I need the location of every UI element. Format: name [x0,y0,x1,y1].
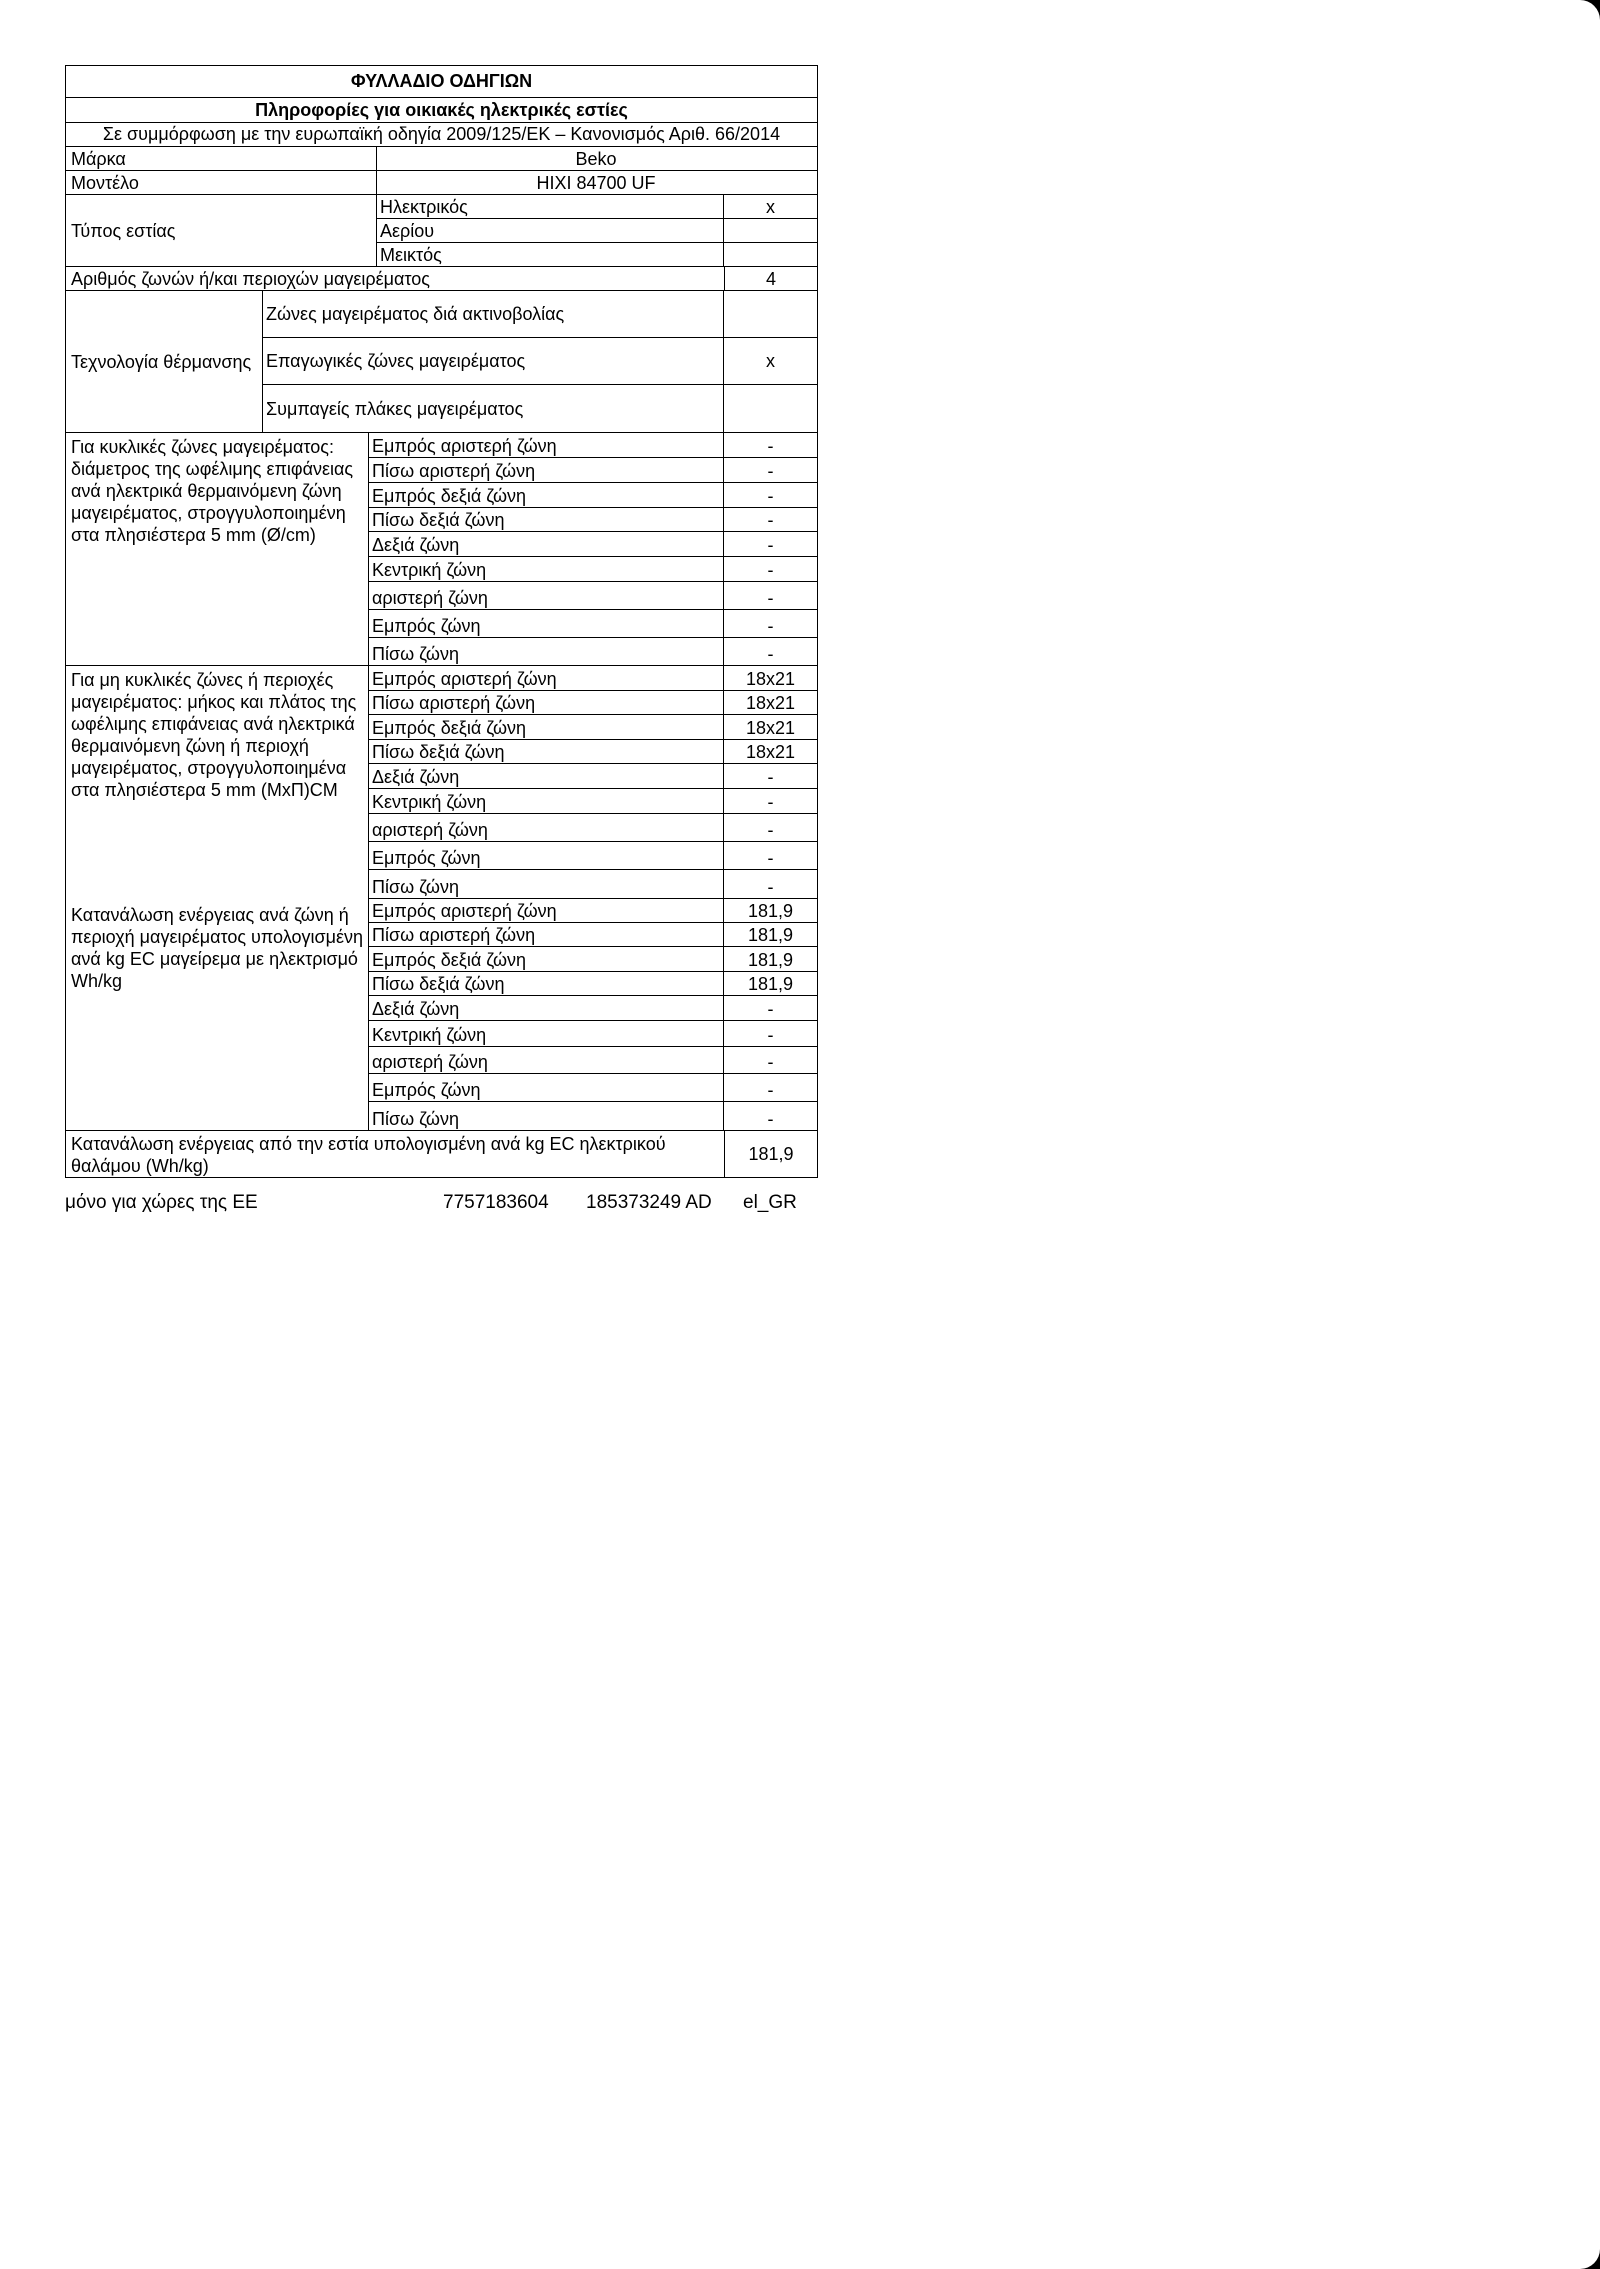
energy-total-row [66,1131,817,1177]
row-value: - [723,557,817,581]
table-row [369,740,817,764]
heating-tech-label: Τεχνολογία θέρμανσης [71,351,252,372]
table-row [369,1021,817,1047]
row-label: Δεξιά ζώνη [372,999,460,1019]
row-label: Πίσω ζώνη [372,877,459,897]
row-label: Πίσω δεξιά ζώνη [372,510,505,530]
zones-count-row [66,267,817,291]
zones-count-value: 4 [724,267,817,290]
noncircular-zones-rows [369,666,817,899]
row-value: - [723,1102,817,1130]
sheet-title: ΦΥΛΛΑΔΙΟ ΟΔΗΓΙΩΝ [350,71,533,91]
energy-zone-rows [369,899,817,1130]
row-value: - [723,996,817,1020]
row-value: - [723,764,817,788]
table-row [369,814,817,842]
sheet-title-row [66,66,817,98]
table-row [369,691,817,715]
footer-locale: el_GR [743,1192,797,1213]
row-value: - [723,1047,817,1073]
row-value: 18x21 [723,740,817,763]
row-value: - [723,483,817,507]
energy-zone-label: Κατανάλωση ενέργειας ανά ζώνη ή περιοχή μαγειρέματος υπολογισμένη ανά kg EC μαγείρεμα με ηλεκτρισμό Wh/kg [71,905,363,991]
row-value [723,243,817,266]
row-value: - [723,532,817,556]
noncircular-zones-label: Για μη κυκλικές ζώνες ή περιοχές μαγειρέματος: μήκος και πλάτος της ωφέλιμης επιφάνειας ανά ηλεκτρικά θερμαινόμενη ζώνη ή περιοχή μαγειρέματος, στρογγυλοποιημένα στα πλησιέστερα 5 mm (ΜxΠ)CM [71,670,357,800]
table-row [369,557,817,582]
table-row [369,764,817,789]
row-label: Πίσω αριστερή ζώνη [372,925,536,945]
row-label: Εμπρός δεξιά ζώνη [372,718,527,738]
regulation-row [66,123,817,147]
table-row [369,789,817,814]
row-label: Εμπρός ζώνη [372,1080,481,1100]
table-row [369,458,817,483]
row-label: Εμπρός ζώνη [372,848,481,868]
table-row [369,842,817,870]
table-row [369,610,817,638]
energy-total-value: 181,9 [724,1131,817,1177]
row-label: Κεντρική ζώνη [372,792,487,812]
heating-tech-group [66,291,817,433]
energy-total-label: Κατανάλωση ενέργειας από την εστία υπολογισμένη ανά kg EC ηλεκτρικού θαλάμου (Wh/kg) [71,1134,666,1176]
row-label: Κεντρική ζώνη [372,560,487,580]
row-value: 181,9 [723,947,817,971]
table-row [263,291,817,338]
row-label: Κεντρική ζώνη [372,1025,487,1045]
table-row [369,996,817,1021]
table-row [369,638,817,665]
table-row [369,715,817,740]
table-row [369,972,817,996]
row-value: 18x21 [723,691,817,714]
hob-type-rows [376,195,817,266]
row-value: 18x21 [723,666,817,690]
footer [65,1192,816,1218]
row-label: Δεξιά ζώνη [372,535,460,555]
row-label: αριστερή ζώνη [372,588,488,608]
table-row [369,582,817,610]
table-row [263,385,817,432]
row-label: Εμπρός δεξιά ζώνη [372,950,527,970]
row-value: - [723,610,817,637]
row-label: Πίσω ζώνη [372,1109,459,1129]
footer-code-2: 185373249 AD [586,1192,712,1213]
row-value: - [723,1074,817,1101]
circular-zones-rows [368,433,817,665]
row-label: αριστερή ζώνη [372,1052,488,1072]
row-label: Εμπρός αριστερή ζώνη [372,669,557,689]
row-value: - [723,582,817,609]
table-row [263,338,817,385]
product-fiche-table [65,65,818,1178]
sheet-subtitle: Πληροφορίες για οικιακές ηλεκτρικές εστίες [255,99,628,120]
sheet-subtitle-row [66,98,817,123]
row-value: - [723,458,817,482]
row-label: αριστερή ζώνη [372,820,488,840]
row-label: Πίσω ζώνη [372,644,459,664]
model-label: Μοντέλο [71,173,139,193]
row-value: 181,9 [723,972,817,995]
row-value: 181,9 [723,899,817,922]
row-value: - [723,814,817,841]
table-row [369,870,817,898]
row-label: Πίσω αριστερή ζώνη [372,693,536,713]
row-label: Εμπρός αριστερή ζώνη [372,901,557,921]
table-row [369,483,817,508]
row-label: Εμπρός δεξιά ζώνη [372,486,527,506]
model-value: HIXI 84700 UF [376,171,815,194]
row-value: - [723,433,817,457]
hob-type-group [66,195,817,267]
row-label: Ηλεκτρικός [380,197,468,217]
model-row [66,171,817,195]
row-value: x [723,338,817,384]
row-value: - [723,842,817,869]
circular-zones-group [66,433,817,666]
footer-note: μόνο για χώρες της ΕΕ [65,1192,258,1213]
row-value [723,385,817,432]
hob-type-label: Τύπος εστίας [71,220,176,241]
row-label: Πίσω δεξιά ζώνη [372,974,505,994]
row-label: Εμπρός αριστερή ζώνη [372,436,557,456]
footer-code-1: 7757183604 [443,1192,549,1213]
table-row [369,1102,817,1130]
circular-zones-label: Για κυκλικές ζώνες μαγειρέματος: διάμετρος της ωφέλιμης επιφάνειας ανά ηλεκτρικά θερμαινόμενη ζώνη μαγειρέματος, στρογγυλοποιημένη στα πλησιέστερα 5 mm (Ø/cm) [71,437,354,545]
heating-tech-rows [262,291,817,432]
row-label: Πίσω αριστερή ζώνη [372,461,536,481]
row-value: 181,9 [723,923,817,946]
table-row [369,899,817,923]
zones-count-label: Αριθμός ζωνών ή/και περιοχών μαγειρέματος [71,269,430,289]
row-label: Ζώνες μαγειρέματος διά ακτινοβολίας [266,304,565,324]
table-row [369,1074,817,1102]
table-row [369,433,817,458]
table-row [369,947,817,972]
table-row [369,923,817,947]
table-row [377,243,817,266]
row-value [723,291,817,337]
table-row [377,219,817,243]
row-value: - [723,789,817,813]
regulation-text: Σε συμμόρφωση με την ευρωπαϊκή οδηγία 2009/125/ΕΚ – Κανονισμός Αριθ. 66/2014 [102,124,781,144]
noncircular-energy-labels [66,666,368,1130]
row-value: - [723,870,817,898]
table-row [369,1047,817,1074]
table-row [369,666,817,691]
noncircular-energy-rows [368,666,817,1130]
table-row [369,508,817,532]
noncircular-energy-group [66,666,817,1131]
row-value: - [723,638,817,665]
row-label: Μεικτός [380,245,442,265]
row-label: Επαγωγικές ζώνες μαγειρέματος [266,351,526,371]
brand-value: Beko [376,147,815,170]
row-label: Πίσω δεξιά ζώνη [372,742,505,762]
row-value [723,219,817,242]
row-value: x [723,195,817,218]
row-label: Εμπρός ζώνη [372,616,481,636]
row-value: - [723,508,817,531]
table-row [369,532,817,557]
brand-label: Μάρκα [71,149,126,169]
row-label: Δεξιά ζώνη [372,767,460,787]
table-row [377,195,817,219]
row-value: - [723,1021,817,1046]
row-value: 18x21 [723,715,817,739]
row-label: Αερίου [380,221,435,241]
row-label: Συμπαγείς πλάκες μαγειρέματος [266,398,524,419]
brand-row [66,147,817,171]
